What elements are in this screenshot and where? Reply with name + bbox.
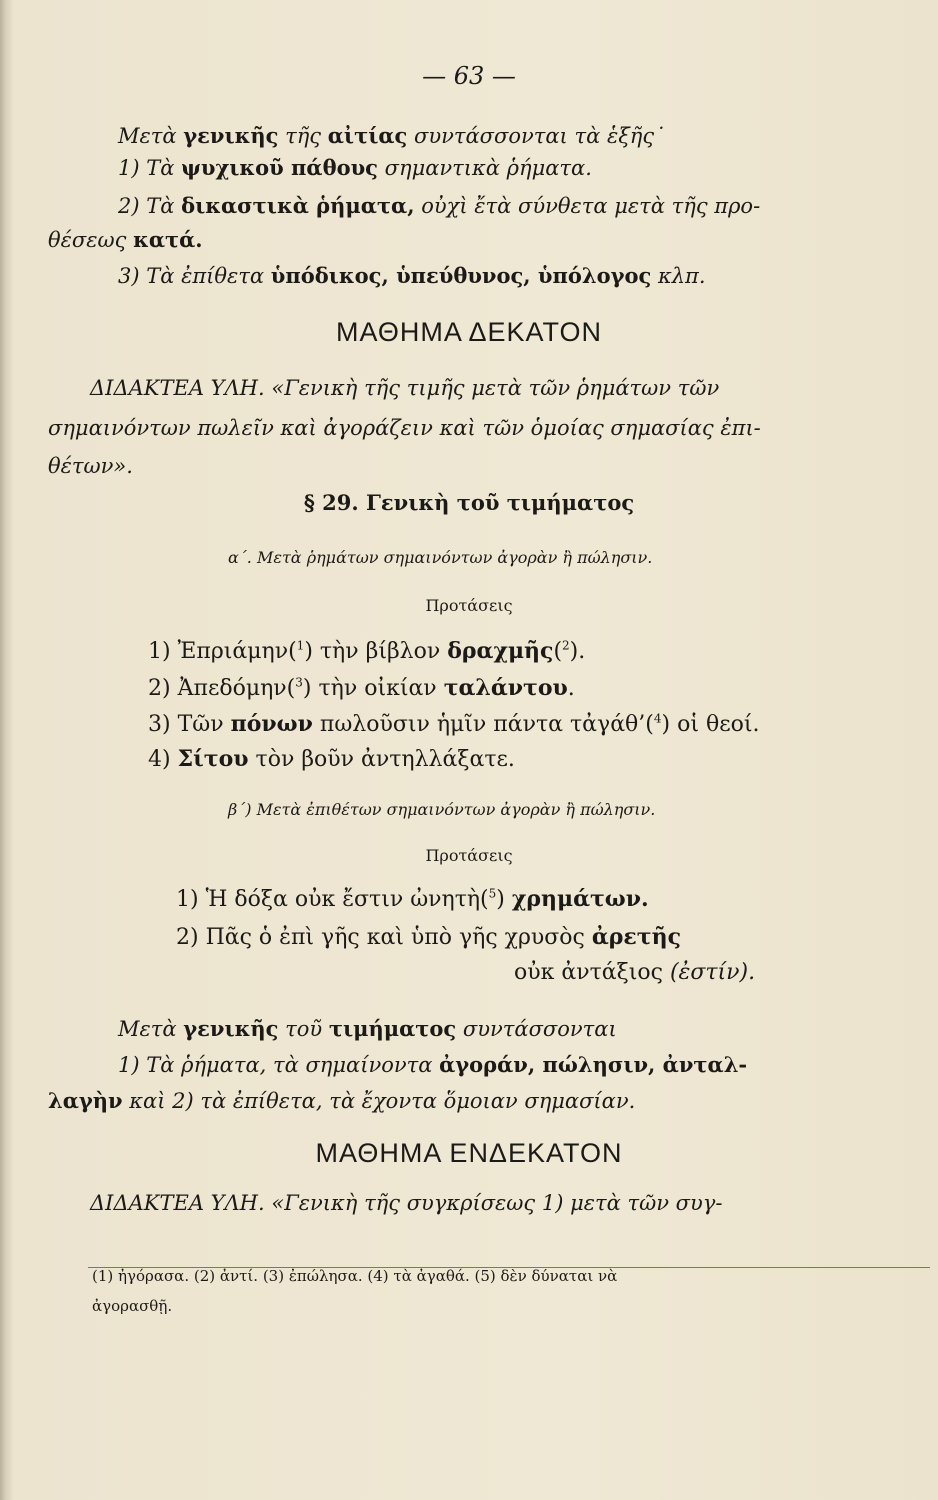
- footnote-ref: 3: [295, 675, 303, 690]
- text: τοῦ: [285, 1017, 323, 1041]
- protaseis-b: Προτάσεις: [425, 846, 513, 865]
- bold-text: τιμήματος: [328, 1016, 457, 1041]
- text: τῆς: [285, 124, 322, 148]
- text: ).: [569, 639, 586, 664]
- text: .: [567, 676, 575, 701]
- bold-text: γενικῆς: [183, 1016, 279, 1041]
- footnote-ref: 5: [488, 886, 497, 901]
- bold-text: ἀρετῆς: [591, 924, 681, 950]
- text: 1) Τὰ: [118, 156, 175, 180]
- lesson-10-line-1: ΔΙΔΑΚΤΕΑ ΥΛΗ. «Γενικὴ τῆς τιμῆς μετὰ τῶν ῥημάτων τῶν: [90, 376, 720, 400]
- intro-line-1: [118, 123, 665, 148]
- lesson-10-line-3: θέτων».: [48, 454, 133, 478]
- text: 2): [148, 676, 171, 701]
- footnote-line-1: (1) ἠγόρασα. (2) ἀντί. (3) ἐπώλησα. (4) τὰ ἀγαθά. (5) δὲν δύναται νὰ: [92, 1267, 618, 1285]
- page-number: — 63 —: [422, 62, 516, 90]
- rule-line-1: [118, 1016, 617, 1041]
- lesson-11-line-1: ΔΙΔΑΚΤΕΑ ΥΛΗ. «Γενικὴ τῆς συγκρίσεως 1) μετὰ τῶν συγ-: [90, 1191, 723, 1215]
- bold-text: ἀγοράν, πώλησιν, ἀνταλ-: [439, 1052, 748, 1077]
- text: 2) Τὰ: [118, 194, 175, 218]
- example-a-2: [148, 675, 575, 701]
- text: κλπ.: [657, 264, 706, 288]
- intro-line-5: [118, 263, 706, 288]
- text: ): [496, 887, 505, 912]
- text: ) τὴν οἰκίαν: [302, 676, 437, 701]
- bold-text: ταλάντου: [443, 675, 568, 701]
- text: Μετὰ: [118, 124, 177, 148]
- subsection-b: β΄) Μετὰ ἐπιθέτων σημαινόντων ἀγορὰν ἢ πώλησιν.: [228, 800, 656, 819]
- text: 3): [148, 712, 171, 737]
- text: Τῶν: [177, 712, 224, 737]
- text: 1) Τὰ ῥήματα, τὰ σημαίνοντα: [118, 1053, 433, 1077]
- bold-text: χρημάτων.: [511, 886, 649, 912]
- lesson-10-line-2: σημαινόντων πωλεῖν καὶ ἀγοράζειν καὶ τῶν ὁμοίας σημασίας ἐπι-: [48, 416, 761, 440]
- intro-line-3: [118, 193, 760, 218]
- bold-text: δραχμῆς: [447, 638, 554, 664]
- text: σημαντικὰ ῥήματα.: [384, 156, 592, 180]
- rule-line-3: [48, 1088, 635, 1113]
- subsection-a: α΄. Μετὰ ῥημάτων σημαινόντων ἀγορὰν ἢ πώλησιν.: [228, 548, 653, 567]
- intro-line-4: [48, 227, 203, 252]
- text: τὸν βοῦν ἀντηλλάξατε.: [255, 747, 515, 772]
- footnote-ref: 1: [296, 638, 305, 653]
- example-b-3: [514, 960, 755, 985]
- example-a-4: [148, 746, 515, 772]
- section-heading: § 29. Γενικὴ τοῦ τιμήματος: [303, 490, 635, 515]
- footnote-ref: 4: [653, 711, 662, 726]
- example-a-3: [148, 711, 759, 737]
- text: συντάσσονται τὰ ἑξῆς˙: [414, 124, 665, 148]
- text: θέσεως: [48, 228, 127, 252]
- text: (ἐστίν).: [669, 960, 756, 985]
- protaseis-a: Προτάσεις: [425, 596, 513, 615]
- bold-text: αἰτίας: [327, 123, 408, 148]
- text: οὐκ ἀντάξιος: [514, 960, 663, 985]
- bold-text: γενικῆς: [183, 123, 279, 148]
- example-b-1: [176, 886, 649, 912]
- text: οὐχὶ ἔτὰ σύνθετα μετὰ τῆς προ-: [421, 194, 761, 218]
- bold-text: κατά.: [133, 227, 203, 252]
- example-b-2: [176, 924, 681, 950]
- footnote-line-2: ἀγορασθῇ.: [92, 1297, 173, 1315]
- rule-line-2: [118, 1052, 747, 1077]
- text: Μετὰ: [118, 1017, 177, 1041]
- bold-text: δικαστικὰ ῥήματα,: [181, 193, 415, 218]
- text: συντάσσονται: [462, 1017, 617, 1041]
- text: ) τὴν βίβλον: [304, 639, 441, 664]
- text: πωλοῦσιν ἡμῖν πάντα τἀγάθ’(: [319, 712, 654, 737]
- bold-text: Σίτου: [177, 746, 249, 772]
- bold-text: ψυχικοῦ πάθους: [181, 155, 378, 180]
- lesson-11-heading: ΜΑΘΗΜΑ ΕΝΔΕΚΑΤΟΝ: [315, 1138, 623, 1168]
- intro-line-2: [118, 155, 592, 180]
- bold-text: πόνων: [230, 711, 313, 737]
- text: Ἐπριάμην(: [177, 639, 297, 664]
- bold-text: λαγὴν: [48, 1088, 123, 1113]
- footnote-ref: 2: [562, 638, 570, 653]
- lesson-10-heading: ΜΑΘΗΜΑ ΔΕΚΑΤΟΝ: [335, 317, 603, 347]
- example-a-1: 1) Ἐπριάμην($^1$) τὴν βίβλον δραχμῆς($^2$).: [148, 638, 586, 664]
- text: καὶ 2) τὰ ἐπίθετα, τὰ ἔχοντα ὅμοιαν σημασίαν.: [129, 1089, 636, 1113]
- text: 1) Ἡ δόξα οὐκ ἔστιν ὠνητὴ(: [176, 887, 489, 912]
- text: 3) Τὰ ἐπίθετα: [118, 264, 265, 288]
- text: 1): [148, 639, 171, 664]
- text: Ἀπεδόμην(: [177, 676, 296, 701]
- text: ) οἱ θεοί.: [661, 712, 760, 737]
- bold-text: ὑπόδικος, ὑπεύθυνος, ὑπόλογος: [270, 263, 652, 288]
- text: 4): [148, 747, 171, 772]
- text: 2) Πᾶς ὁ ἐπὶ γῆς καὶ ὑπὸ γῆς χρυσὸς: [176, 925, 585, 950]
